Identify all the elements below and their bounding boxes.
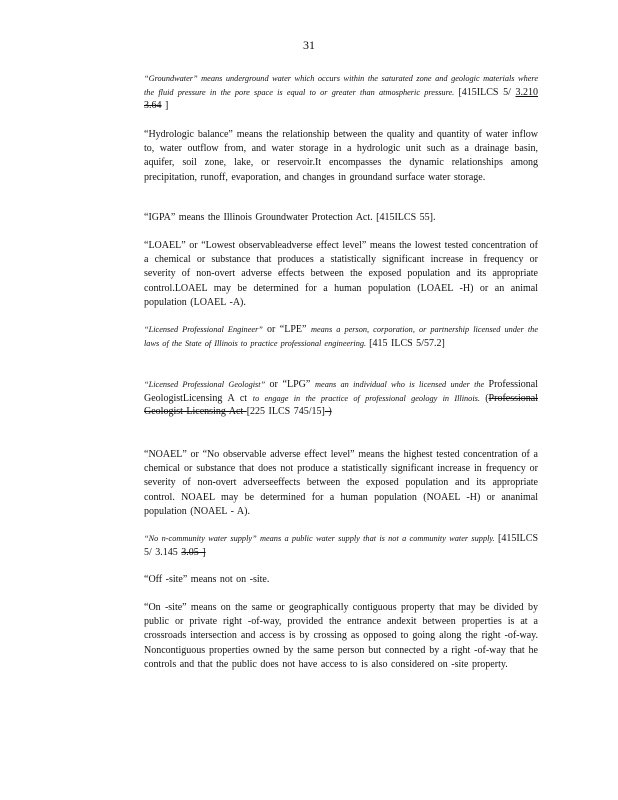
definition-off-site	[144, 573, 538, 587]
italic-text: to engage in the practice of professional geology in Illinois.	[252, 393, 486, 403]
underlined-text: 3.210	[515, 86, 538, 98]
definition-hydrologic-balance	[144, 128, 538, 185]
definition-non-community-water-supply	[144, 532, 538, 559]
citation-text: (	[485, 392, 489, 404]
definition-noael	[144, 448, 538, 519]
italic-text: means a person, corporation, or partnership licensed under the laws of the State of Illinois to practice professional engineering.	[144, 325, 539, 348]
citation-text: “Hydrologic balance” means the relationship between the quality and quantity of water inflow to, water outflow from, and water storage in a hydrologic unit such as a drainage basin, aquifer, soil zone, lake, or reservoir.It encompasses the dynamic relationships among precipitation, runoff, evaporation, and changes in groundand surface water storage.	[144, 129, 538, 183]
citation-text: “On -site” means on the same or geographically contiguous property that may be divided by public or private right -of-way, provided the entrance andexit between properties is at a crossroads intersection and access is by crossing as opposed to going along the right -of-way. Noncontiguous properties owned by the same person but connected by a right -of-way that he controls and that the public does not have access to is also considered on -site property.	[144, 602, 538, 670]
definition-licensed-professional-geologist	[144, 378, 538, 419]
citation-text: or “LPE”	[266, 324, 311, 335]
struck-text: )	[324, 406, 332, 418]
struck-text: 3.64	[144, 100, 162, 112]
italic-text: “Groundwater” means underground water which occurs within the saturated zone and geologic materials where the fluid pressure in the pore space is equal to or greater than atmospheric pressure.	[144, 74, 538, 97]
page-number: 31	[303, 38, 315, 52]
italic-text: means an individual who is licensed under the	[315, 380, 489, 389]
citation-text: [415 ILCS 5/57.2]	[369, 337, 445, 349]
citation-text: “NOAEL” or “No observable adverse effect level” means the highest tested concentration of a chemical or substance that does not produce a statistically significant increase in frequency or severity of non-overt adverseeffects between the exposed population and its appropriate control. NOAEL may be determined for a human population (NOAEL -H) or ananimal population (NOAEL - A).	[144, 449, 538, 517]
struck-text: Professional Geologist Licensing Act	[144, 392, 538, 418]
citation-text: “LOAEL” or “Lowest observableadverse effect level” means the lowest tested concentration of a chemical or substance that produces a statistically significant increase in frequency or severity of non-overt adverse effects between the exposed population and its appropriate control.LOAEL may be determined for a human population (LOAEL -H) or an animal population (LOAEL -A).	[144, 240, 538, 308]
citation-text: [415ILCS 5/	[458, 86, 516, 98]
citation-text: “Off -site” means not on -site.	[144, 574, 270, 585]
struck-text: 3.05 ]	[181, 546, 206, 558]
citation-text: Professional GeologistLicensing A ct	[144, 379, 538, 404]
citation-text: or “LPG”	[269, 379, 316, 390]
definition-groundwater	[144, 72, 538, 113]
citation-text: “IGPA” means the Illinois Groundwater Protection Act. [415ILCS 55].	[144, 212, 436, 223]
citation-text: ]	[161, 100, 169, 112]
definition-igpa	[144, 211, 538, 225]
italic-text: “No n-community water supply” means a public water supply that is not a community water supply.	[144, 534, 498, 543]
citation-text: [225 ILCS 745/15]	[246, 406, 325, 418]
italic-text: “Licensed Professional Geologist”	[144, 380, 270, 389]
definition-on-site	[144, 601, 538, 672]
definition-licensed-professional-engineer	[144, 323, 538, 350]
citation-text: [415ILCS 5/ 3.145	[144, 533, 538, 558]
italic-text: “Licensed Professional Engineer”	[144, 325, 267, 334]
definition-loael	[144, 239, 538, 310]
